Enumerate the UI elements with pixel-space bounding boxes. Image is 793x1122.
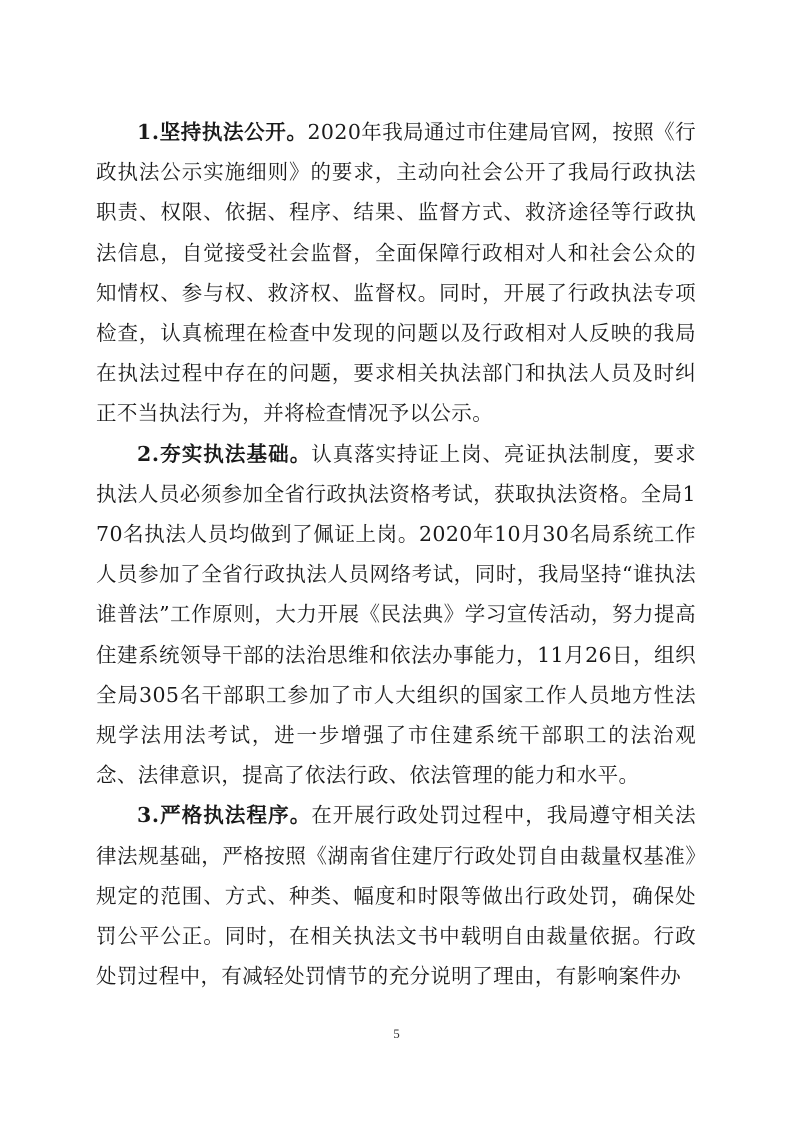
paragraph-3-text: 在开展行政处罚过程中，我局遵守相关法律法规基础，严格按照《湖南省住建厅行政处罚自由裁量权基准》规定的范围、方式、种类、幅度和时限等做出行政处罚，确保处罚公平公正。同时，在相关执法文书中载明自由裁量依据。行政处罚过程中，有减轻处罚情节的充分说明了理由，有影响案件办 xyxy=(96,803,696,989)
paragraph-2-heading: 2.夯实执法基础。 xyxy=(137,441,312,466)
paragraph-1-heading: 1.坚持执法公开。 xyxy=(137,120,308,144)
document-body xyxy=(96,112,696,996)
paragraph-1 xyxy=(96,112,696,434)
paragraph-3 xyxy=(96,795,696,996)
paragraph-2-text: 认真落实持证上岗、亮证执法制度，要求执法人员必须参加全省行政执法资格考试，获取执法资格。全局170名执法人员均做到了佩证上岗。2020年10月30名局系统工作人员参加了全省行政执法人员网络考试，同时，我局坚持“谁执法谁普法”工作原则，大力开展《民法典》学习宣传活动，努力提高住建系统领导干部的法治思维和依法办事能力，11月26日，组织全局305名干部职工参加了市人大组织的国家工作人员地方性法规学法用法考试，进一步增强了市住建系统干部职工的法治观念、法律意识，提高了依法行政、依法管理的能力和水平。 xyxy=(96,441,696,788)
page-number: 5 xyxy=(393,1026,400,1041)
paragraph-2 xyxy=(96,434,696,796)
paragraph-3-heading: 3.严格执法程序。 xyxy=(137,803,312,828)
paragraph-1-text: 2020年我局通过市住建局官网，按照《行政执法公示实施细则》的要求，主动向社会公开了我局行政执法职责、权限、依据、程序、结果、监督方式、救济途径等行政执法信息，自觉接受社会监督，全面保障行政相对人和社会公众的知情权、参与权、救济权、监督权。同时，开展了行政执法专项检查，认真梳理在检查中发现的问题以及行政相对人反映的我局在执法过程中存在的问题，要求相关执法部门和执法人员及时纠正不当执法行为，并将检查情况予以公示。 xyxy=(96,120,696,426)
